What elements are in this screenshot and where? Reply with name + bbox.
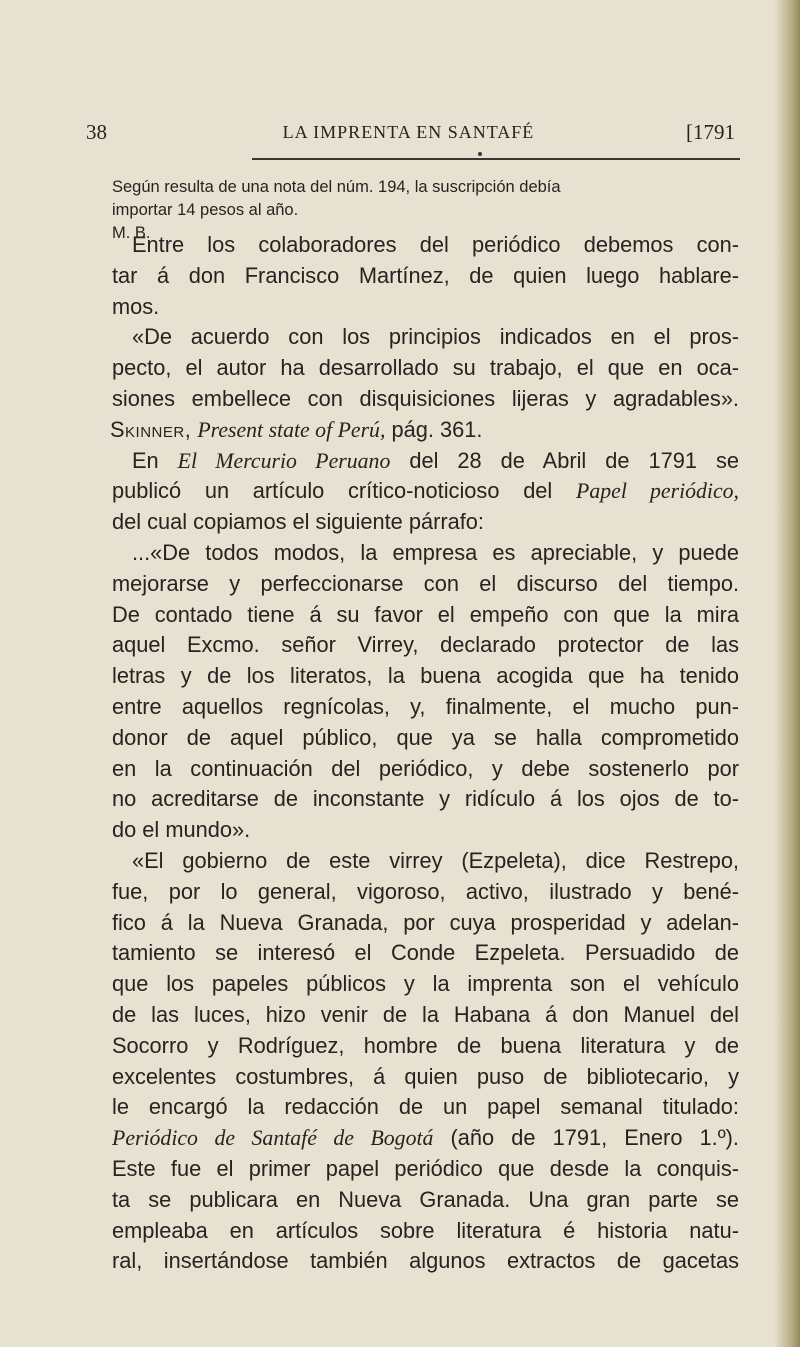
text-line: mos. [112,293,160,319]
text-line: ta se publicara en Nueva Granada. Una gran parte se [112,1186,739,1212]
text-fragment: del 28 de Abril de 1791 se [409,447,739,473]
text-line: siones embellece con disquisiciones lijeras y agradables». [112,385,739,411]
header-rule [252,158,740,160]
text-line: mejorarse y perfeccionarse con el discurso del tiempo. [112,570,739,596]
text-line: ral, insertándose también algunos extractos de gacetas [112,1248,739,1274]
page-number: 38 [86,120,107,144]
header-rule-dot [478,152,482,156]
citation-page: pág. 361. [391,416,483,442]
periodical-title: Periódico de Santafé de Bogotá [112,1126,434,1151]
text-fragment: En [132,447,159,473]
text-line: empleaba en artículos sobre literatura é historia natu- [112,1217,739,1243]
text-line: de las luces, hizo venir de la Habana á don Manuel del [112,1001,739,1027]
text-line: Entre los colaboradores del periódico debemos con- [132,232,739,257]
page-header [82,120,735,150]
text-line: donor de aquel público, que ya se halla comprometido [112,724,739,750]
citation-line [110,415,739,446]
text-line: «De acuerdo con los principios indicados en el pros- [132,324,739,350]
text-line: fue, por lo general, vigoroso, activo, ilustrado y bené- [112,878,739,904]
text-line: entre aquellos regnícolas, y, finalmente, el mucho pun- [112,693,739,719]
text-line: letras y de los literatos, la buena acogida que ha tenido [112,663,739,689]
citation-title: Present state of Perú, [197,417,386,442]
text-line: «El gobierno de este virrey (Ezpeleta), dice Restrepo, [132,847,739,873]
text-line: do el mundo». [112,817,251,843]
footnote-signature: M. B. [112,224,151,242]
text-line: no acreditarse de inconstante y ridículo á los ojos de to- [112,786,739,812]
year-tag: [1791 [686,120,735,144]
text-line: Socorro y Rodríguez, hombre de buena literatura y de [112,1032,739,1058]
text-line: tar á don Francisco Martínez, de quien luego hablare- [112,262,739,288]
footnote-line: Según resulta de una nota del núm. 194, la suscripción debía [112,178,561,196]
running-title: LA IMPRENTA EN SANTAFÉ [282,122,535,142]
text-line: excelentes costumbres, á quien puso de bibliotecario, y [112,1063,739,1089]
text-line: tamiento se interesó el Conde Ezpeleta. Persuadido de [112,940,739,966]
text-fragment: (año de 1791, Enero 1.º). [450,1125,739,1151]
page-edge-shadow [774,0,800,1347]
body-text [112,230,739,1277]
text-line: ...«De todos modos, la empresa es apreciable, y puede [132,539,739,565]
text-line [112,476,739,507]
text-line: Este fue el primer papel periódico que desde la conquis- [112,1155,739,1181]
text-line: del cual copiamos el siguiente párrafo: [112,509,484,535]
periodical-title: El Mercurio Peruano [177,448,391,473]
text-fragment: publicó un artículo crítico-noticioso del [112,478,553,504]
text-line: De contado tiene á su favor el empeño con que la mira [112,601,739,627]
text-line: aquel Excmo. señor Virrey, declarado protector de las [112,632,739,658]
periodical-title: Papel periódico, [576,479,739,504]
footnote-line: importar 14 pesos al año. [112,201,299,219]
text-line: fico á la Nueva Granada, por cuya prosperidad y adelan- [112,909,739,935]
text-line: que los papeles públicos y la imprenta son el vehículo [112,971,739,997]
citation-author: Skinner, [110,416,192,442]
text-line [112,1123,739,1154]
text-line [112,446,739,477]
text-line: pecto, el autor ha desarrollado su trabajo, el que en oca- [112,355,739,381]
text-line: le encargó la redacción de un papel semanal titulado: [112,1094,739,1120]
text-line: en la continuación del periódico, y debe sostenerlo por [112,755,739,781]
